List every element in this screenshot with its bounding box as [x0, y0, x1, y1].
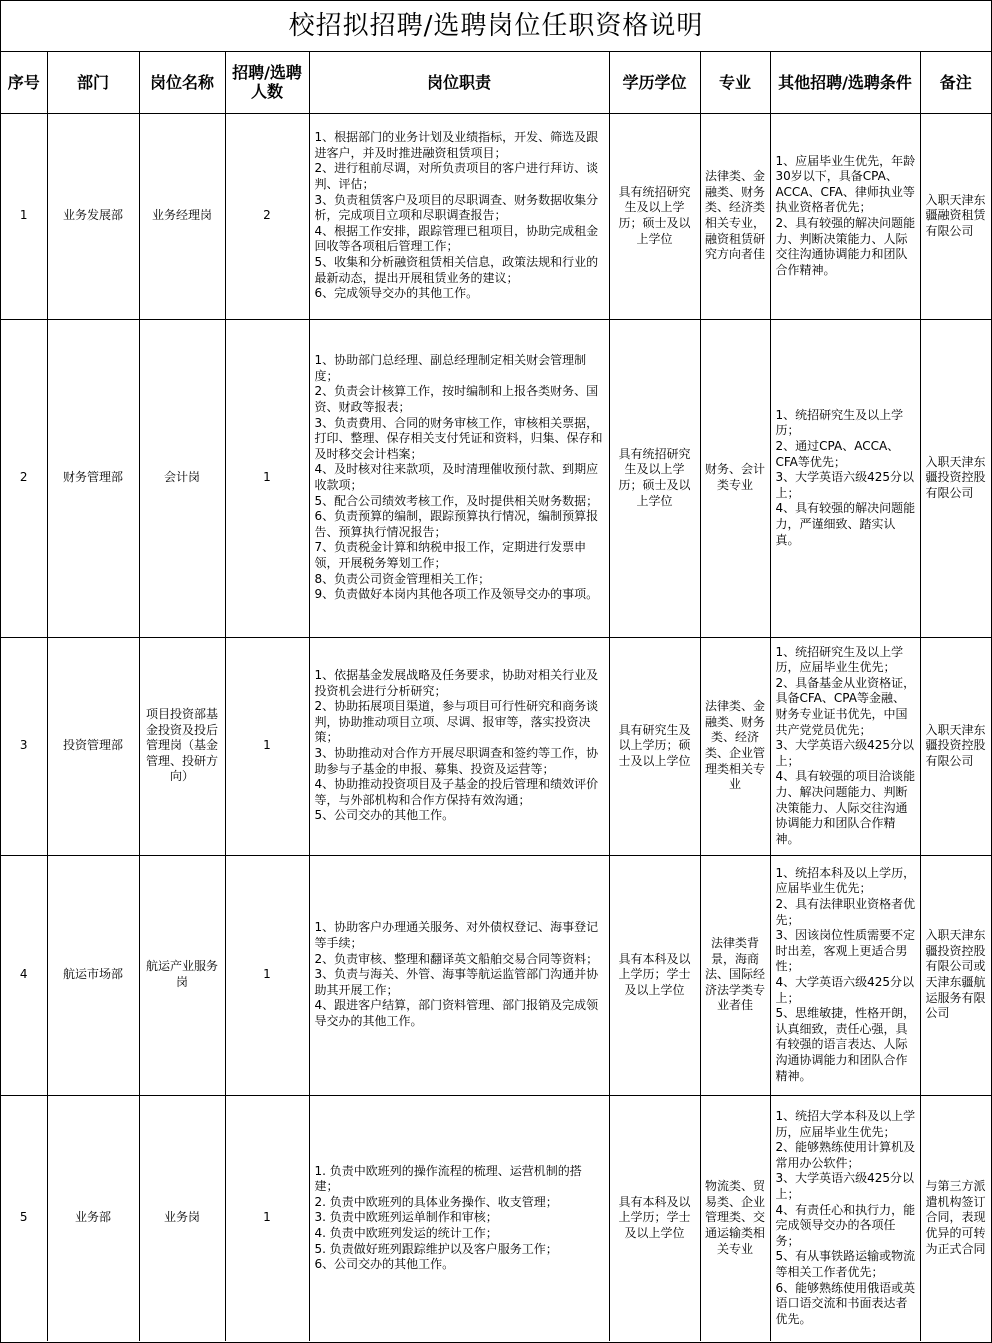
- cell-no: 5: [1, 1095, 47, 1341]
- cell-post: 业务岗: [139, 1095, 225, 1341]
- cell-conditions: [770, 1095, 920, 1341]
- cell-count: 1: [225, 319, 309, 637]
- duties-line: 3、负责与海关、外管、海事等航运监管部门沟通并协助其开展工作；: [314, 967, 599, 997]
- cell-post: 会计岗: [139, 319, 225, 637]
- header-duties: 岗位职责: [309, 52, 609, 113]
- cell-conditions: [770, 637, 920, 855]
- conditions-line: 1、统招大学本科及以上学历，应届毕业生优先；: [775, 1109, 916, 1139]
- cell-remark: 入职天津东疆投资控股有限公司或天津东疆航运服务有限公司: [920, 855, 991, 1095]
- cell-conditions: [770, 319, 920, 637]
- duties-line: 5、公司交办的其他工作。: [314, 808, 455, 823]
- cell-dept: 业务发展部: [47, 113, 139, 319]
- conditions-line: 4、具有较强的解决问题能力，严谨细致、踏实认真。: [775, 501, 916, 547]
- header-count: 招聘/选聘人数: [225, 52, 309, 113]
- cell-major: 财务、会计类专业: [700, 319, 770, 637]
- duties-line: 4、跟进客户结算，部门资料管理、部门报销及完成领导交办的其他工作。: [314, 998, 599, 1028]
- duties-line: 1. 负责中欧班列的操作流程的梳理、运营机制的搭建；: [314, 1163, 582, 1194]
- duties-line: 6、完成领导交办的其他工作。: [314, 286, 479, 301]
- cell-major: 物流类、贸易类、企业管理类、交通运输类相关专业: [700, 1095, 770, 1341]
- conditions-line: 2、具备基金从业资格证，具备CFA、CPA等金融、财务专业证书优先，中国共产党党员优先；: [775, 675, 916, 737]
- duties-line: 5. 负责做好班列跟踪维护以及客户服务工作；: [314, 1241, 558, 1256]
- cell-no: 4: [1, 855, 47, 1095]
- conditions-line: 3、因该岗位性质需要不定时出差，客观上更适合男性；: [775, 928, 916, 974]
- duties-line: 4. 负责中欧班列发运的统计工作；: [314, 1226, 498, 1241]
- duties-line: 4、根据工作安排，跟踪管理已租项目，协助完成租金回收等各项租后管理工作；: [314, 223, 599, 254]
- duties-line: 2、协助拓展项目渠道，参与项目可行性研究和商务谈判，协助推动项目立项、尽调、报审等，落实投资决策；: [314, 699, 599, 745]
- conditions-line: 4、具有较强的项目洽谈能力、解决问题能力、判断决策能力、人际交往沟通协调能力和团队合作精神。: [775, 769, 916, 846]
- sheet-title: 校招拟招聘/选聘岗位任职资格说明: [1, 1, 991, 52]
- cell-edu: 具有本科及以上学历；学士及以上学位: [609, 1095, 700, 1341]
- duties-line: 6、负责预算的编制，跟踪预算执行情况，编制预算报告、预算执行情况报告；: [314, 509, 599, 539]
- conditions-line: 2、具有较强的解决问题能力、判断决策能力、人际交往沟通协调能力和团队合作精神。: [775, 216, 916, 277]
- cell-duties: [309, 113, 609, 319]
- conditions-line: 6、能够熟练使用俄语或英语口语交流和书面表达者优先。: [775, 1280, 916, 1326]
- cell-major: 法律类、金融类、财务类、经济类相关专业，融资租赁研究方向者佳: [700, 113, 770, 319]
- conditions-line: 5、有从事铁路运输或物流等相关工作者优先；: [775, 1249, 916, 1280]
- cell-dept: 航运市场部: [47, 855, 139, 1095]
- cell-duties: [309, 1095, 609, 1341]
- cell-edu: 具有统招研究生及以上学历；硕士及以上学位: [609, 113, 700, 319]
- duties-line: 3、负责费用、合同的财务审核工作，审核相关票据，打印、整理、保存相关支付凭证和资料，归集、保存和及时移交会计档案；: [314, 415, 603, 461]
- duties-line: 5、收集和分析融资租赁相关信息，政策法规和行业的最新动态，提出开展租赁业务的建议；: [314, 254, 599, 285]
- conditions-line: 3、大学英语六级425分以上；: [775, 738, 915, 768]
- header-post: 岗位名称: [139, 52, 225, 113]
- cell-conditions: [770, 855, 920, 1095]
- cell-count: 2: [225, 113, 309, 319]
- cell-duties: [309, 637, 609, 855]
- duties-line: 4、及时核对往来款项，及时清理催收预付款、到期应收款项；: [314, 462, 599, 492]
- cell-post: 航运产业服务岗: [139, 855, 225, 1095]
- cell-post: 项目投资部基金投资及投后管理岗（基金管理、投研方向）: [139, 637, 225, 855]
- header-no: 序号: [1, 52, 47, 113]
- cell-no: 1: [1, 113, 47, 319]
- cell-remark: 入职天津东疆投资控股有限公司: [920, 319, 991, 637]
- cell-no: 3: [1, 637, 47, 855]
- conditions-line: 2、通过CPA、ACCA、CFA等优先；: [775, 439, 900, 469]
- conditions-line: 1、统招研究生及以上学历，应届毕业生优先；: [775, 644, 904, 675]
- duties-line: 2、负责审核、整理和翻译英文船舶交易合同等资料；: [314, 951, 599, 966]
- cell-remark: 与第三方派遣机构签订合同，表现优异的可转为正式合同: [920, 1095, 991, 1341]
- duties-line: 1、根据部门的业务计划及业绩指标，开发、筛选及跟进客户，并及时推进融资租赁项目；: [314, 130, 599, 160]
- duties-line: 3、协助推动对合作方开展尽职调查和签约等工作，协助参与子基金的申报、募集、投资及运营等；: [314, 746, 599, 776]
- duties-line: 1、协助部门总经理、副总经理制定相关财会管理制度；: [314, 353, 587, 383]
- cell-edu: 具有研究生及以上学历；硕士及以上学位: [609, 637, 700, 855]
- conditions-line: 3、大学英语六级425分以上；: [775, 1171, 915, 1202]
- conditions-line: 1、统招本科及以上学历，应届毕业生优先；: [775, 865, 916, 896]
- duties-line: 2、进行租前尽调，对所负责项目的客户进行拜访、谈判、评估；: [314, 161, 599, 192]
- cell-no: 2: [1, 319, 47, 637]
- cell-major: 法律类背景，海商法、国际经济法学类专业者佳: [700, 855, 770, 1095]
- duties-line: 7、负责税金计算和纳税申报工作，定期进行发票申领，开展税务筹划工作；: [314, 540, 587, 570]
- header-remark: 备注: [920, 52, 991, 113]
- cell-duties: [309, 319, 609, 637]
- table-row: [1, 113, 991, 319]
- header-dept: 部门: [47, 52, 139, 113]
- cell-dept: 投资管理部: [47, 637, 139, 855]
- header-conditions: 其他招聘/选聘条件: [770, 52, 920, 113]
- duties-line: 8、负责公司资金管理相关工作；: [314, 571, 491, 586]
- cell-edu: 具有统招研究生及以上学历；硕士及以上学位: [609, 319, 700, 637]
- header-row: [1, 52, 991, 113]
- header-major: 专业: [700, 52, 770, 113]
- cell-dept: 财务管理部: [47, 319, 139, 637]
- duties-line: 5、配合公司绩效考核工作，及时提供相关财务数据；: [314, 493, 599, 508]
- table-row: [1, 319, 991, 637]
- duties-line: 3. 负责中欧班列运单制作和审核；: [314, 1210, 498, 1225]
- conditions-line: 1、应届毕业生优先，年龄30岁以下，具备CPA、ACCA、CFA、律师执业等执业资格者优先；: [775, 153, 916, 215]
- positions-table: [1, 52, 991, 1341]
- duties-line: 2、负责会计核算工作，按时编制和上报各类财务、国资、财政等报表；: [314, 384, 599, 415]
- cell-post: 业务经理岗: [139, 113, 225, 319]
- cell-major: 法律类、金融类、财务类、经济类、企业管理类相关专业: [700, 637, 770, 855]
- conditions-line: 1、统招研究生及以上学历；: [775, 407, 904, 438]
- cell-conditions: [770, 113, 920, 319]
- cell-count: 1: [225, 637, 309, 855]
- cell-remark: 入职天津东疆融资租赁有限公司: [920, 113, 991, 319]
- duties-line: 3、负责租赁客户及项目的尽职调查、财务数据收集分析，完成项目立项和尽职调查报告；: [314, 192, 599, 223]
- header-edu: 学历学位: [609, 52, 700, 113]
- cell-count: 1: [225, 1095, 309, 1341]
- duties-line: 6、公司交办的其他工作。: [314, 1257, 455, 1272]
- table-row: [1, 855, 991, 1095]
- conditions-line: 4、有责任心和执行力，能完成领导交办的各项任务；: [775, 1202, 916, 1248]
- table-row: [1, 637, 991, 855]
- duties-line: 9、负责做好本岗内其他各项工作及领导交办的事项。: [314, 587, 599, 602]
- conditions-line: 2、能够熟练使用计算机及常用办公软件；: [775, 1140, 916, 1170]
- conditions-line: 5、思维敏捷，性格开朗，认真细致，责任心强，具有较强的语言表达、人际沟通协调能力和团队合作精神。: [775, 1006, 916, 1083]
- cell-dept: 业务部: [47, 1095, 139, 1341]
- duties-line: 2. 负责中欧班列的具体业务操作、收支管理；: [314, 1194, 558, 1209]
- duties-line: 1、协助客户办理通关服务、对外债权登记、海事登记等手续；: [314, 920, 599, 951]
- conditions-line: 4、大学英语六级425分以上；: [775, 975, 915, 1005]
- conditions-line: 3、大学英语六级425分以上；: [775, 470, 915, 500]
- cell-duties: [309, 855, 609, 1095]
- conditions-line: 2、具有法律职业资格者优先；: [775, 897, 916, 927]
- cell-count: 1: [225, 855, 309, 1095]
- cell-edu: 具有本科及以上学历；学士及以上学位: [609, 855, 700, 1095]
- cell-remark: 入职天津东疆投资控股有限公司: [920, 637, 991, 855]
- duties-line: 4、协助推动投资项目及子基金的投后管理和绩效评价等，与外部机构和合作方保持有效沟通；: [314, 777, 599, 807]
- duties-line: 1、依据基金发展战略及任务要求，协助对相关行业及投资机会进行分析研究；: [314, 668, 599, 698]
- table-row: [1, 1095, 991, 1341]
